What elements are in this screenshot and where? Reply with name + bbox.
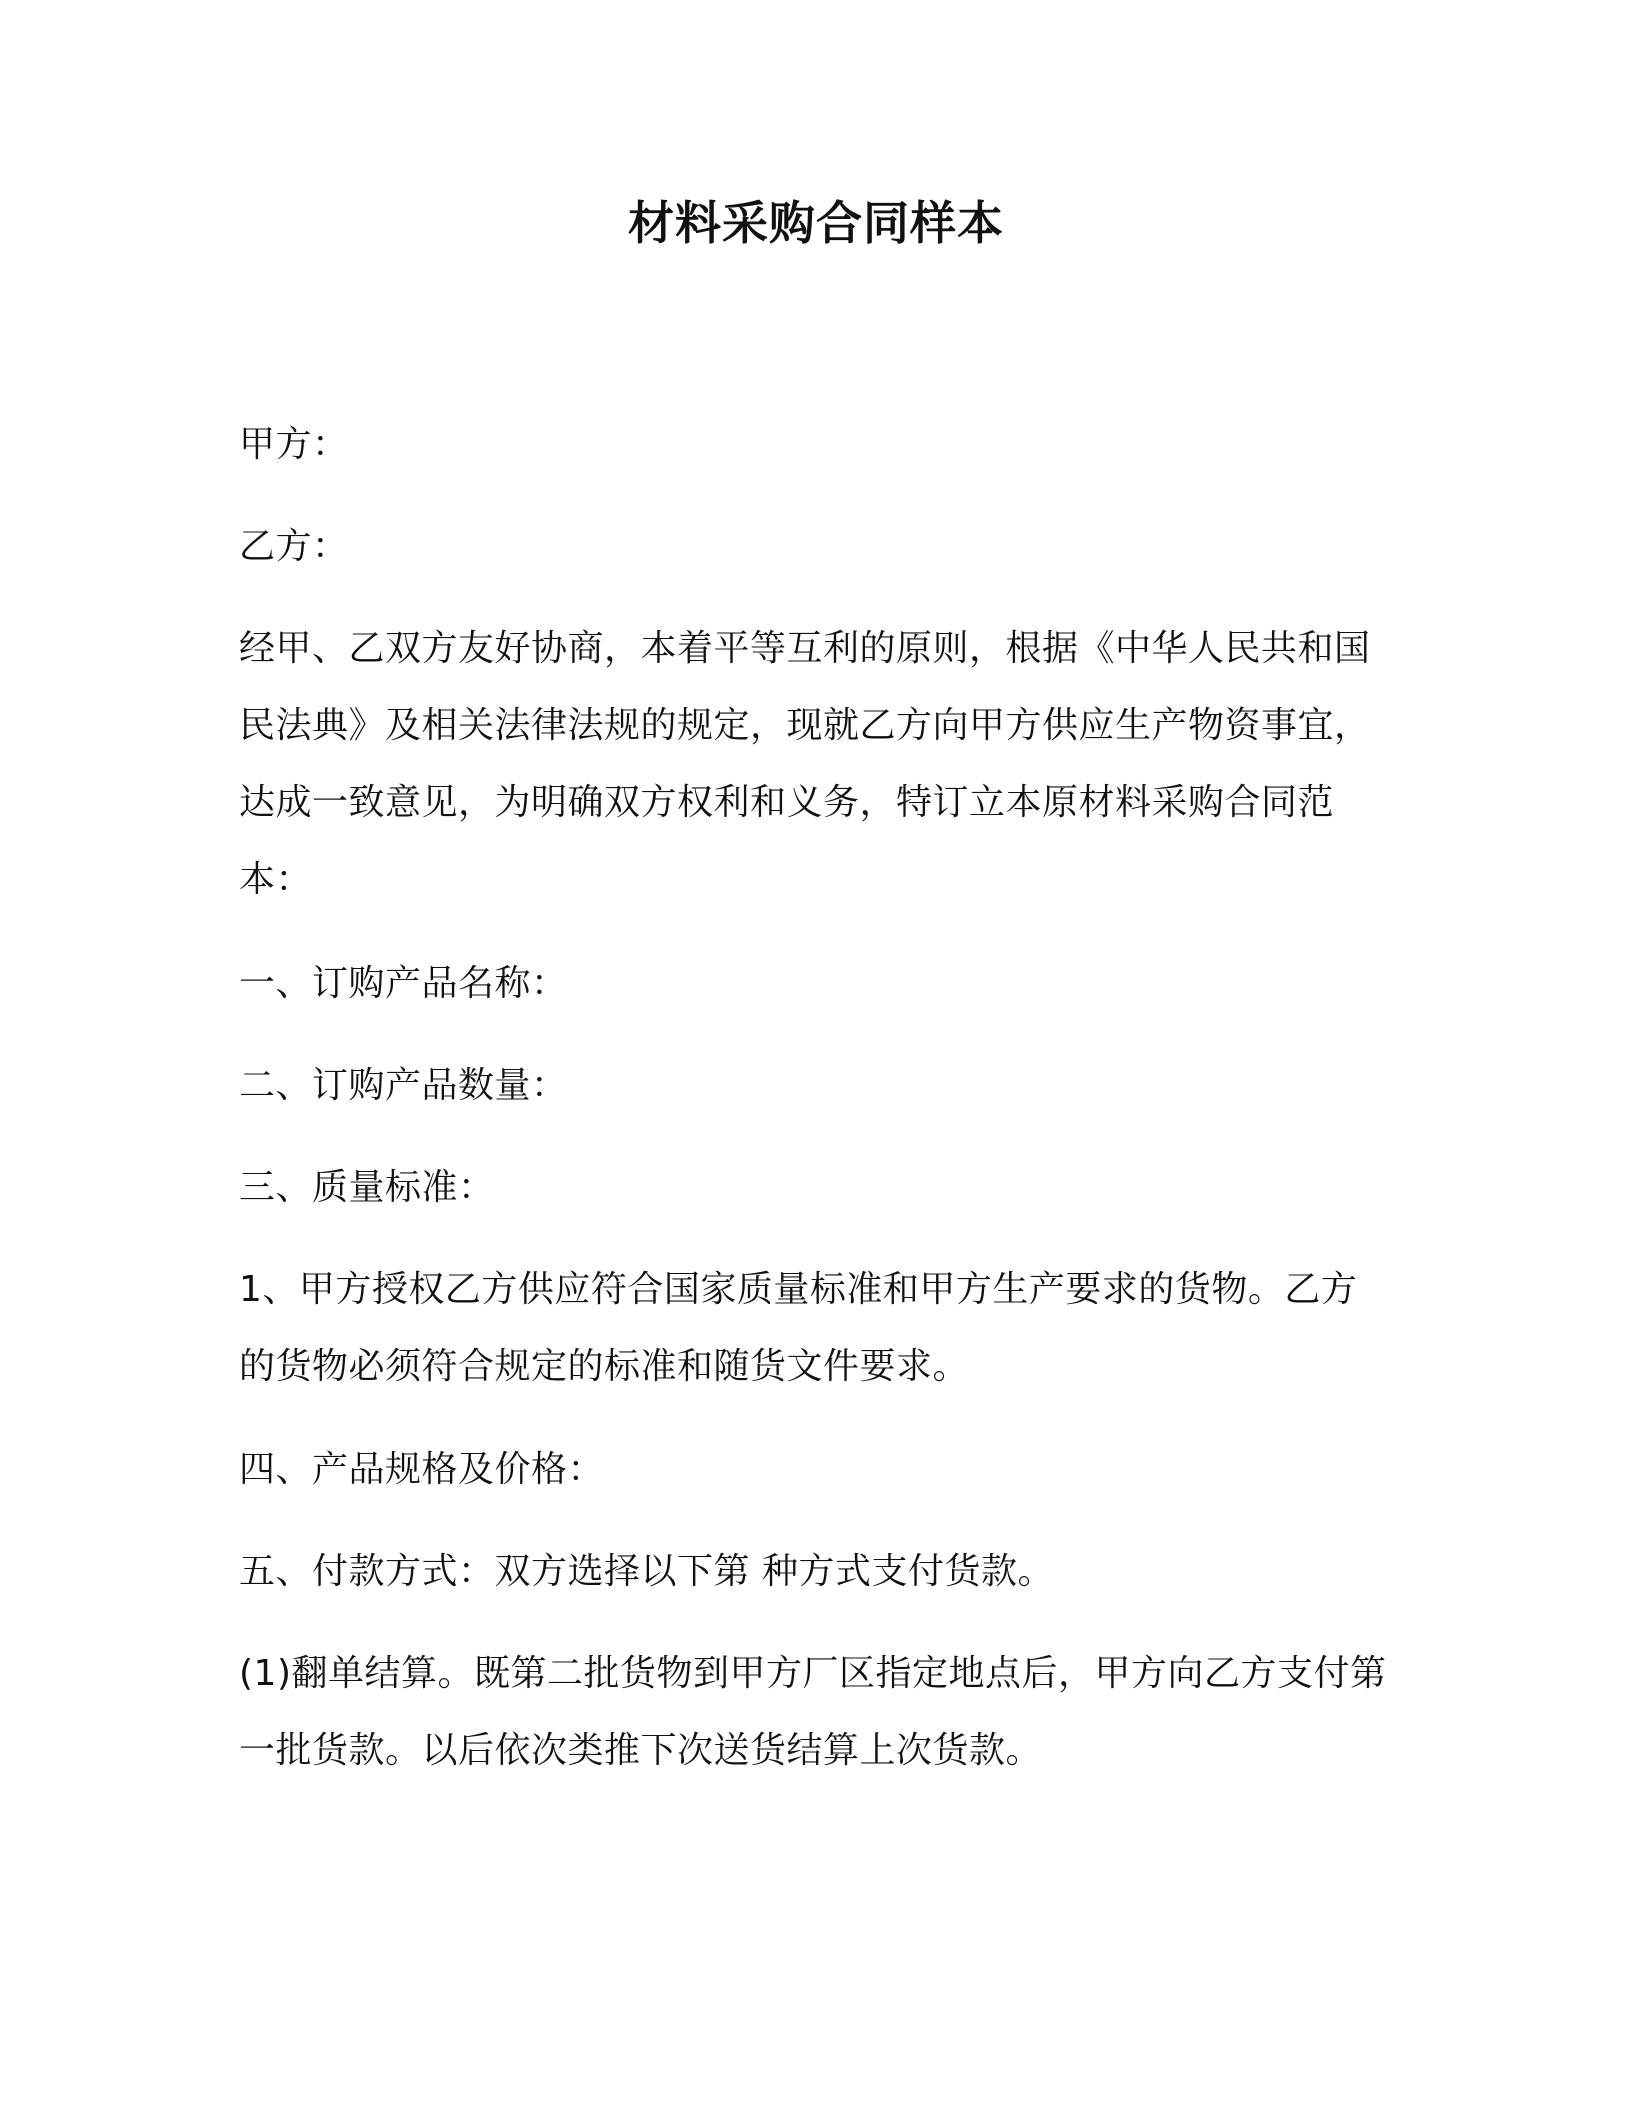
section-product-quantity: 二、订购产品数量： — [239, 1065, 568, 1106]
section-spec-price: 四、产品规格及价格： — [239, 1449, 605, 1490]
document-title: 材料采购合同样本 — [628, 196, 1004, 250]
party-a-label: 甲方： — [239, 424, 349, 465]
section-product-name: 一、订购产品名称： — [239, 963, 568, 1004]
section-payment-method: 五、付款方式：双方选择以下第 种方式支付货款。 — [239, 1551, 1054, 1592]
clause-payment-1: (1)翻单结算。既第二批货物到甲方厂区指定地点后，甲方向乙方支付第一批货款。以后依次类推下次送货结算上次货款。 — [239, 1653, 1387, 1771]
clause-quality-1: 1、甲方授权乙方供应符合国家质量标准和甲方生产要求的货物。乙方的货物必须符合规定的标准和随货文件要求。 — [239, 1269, 1358, 1387]
preamble-paragraph: 经甲、乙双方友好协商，本着平等互利的原则，根据《中华人民共和国民法典》及相关法律法规的规定，现就乙方向甲方供应生产物资事宜，达成一致意见，为明确双方权利和义务，特订立本原材料采购合同范本： — [239, 628, 1371, 900]
section-quality-standard: 三、质量标准： — [239, 1167, 495, 1208]
party-b-label: 乙方： — [239, 526, 349, 567]
